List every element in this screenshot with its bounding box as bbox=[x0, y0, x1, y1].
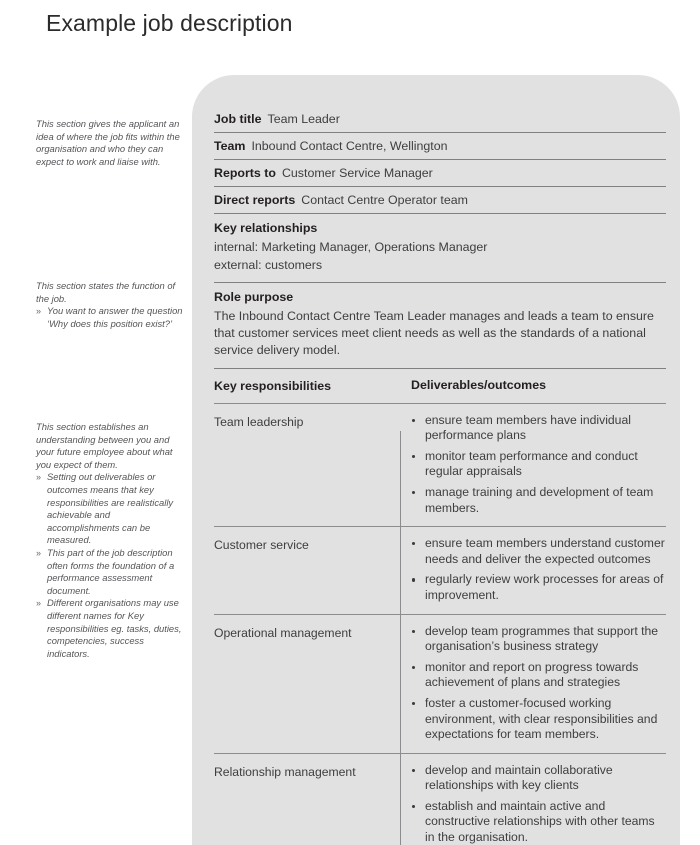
table-header-row bbox=[214, 369, 666, 403]
responsibilities-table bbox=[214, 369, 666, 845]
field-direct-reports bbox=[214, 187, 666, 213]
panel-content bbox=[214, 75, 666, 845]
margin-note-2 bbox=[36, 280, 184, 330]
page-title: Example job description bbox=[46, 10, 293, 36]
list-item-label: foster a customer-focused working environment, with clear responsibilities and expectations for team members. bbox=[425, 695, 658, 742]
guillemet-icon: » bbox=[36, 547, 42, 558]
list-item-label: You want to answer the question ‘Why does this position exist?’ bbox=[47, 305, 183, 329]
list-item-label: Different organisations may use different names for Key responsibilities eg. tasks, duties, competencies, success indicators. bbox=[47, 597, 182, 659]
field-reports-to-value: Customer Service Manager bbox=[281, 166, 433, 180]
table-row bbox=[214, 754, 666, 845]
guillemet-icon: » bbox=[36, 306, 42, 317]
margin-note-3 bbox=[36, 421, 184, 660]
field-team-value: Inbound Contact Centre, Wellington bbox=[251, 139, 448, 153]
list-item-label: establish and maintain active and constructive relationships with other teams in the organisation. bbox=[425, 798, 655, 845]
guillemet-icon: » bbox=[36, 472, 42, 483]
deliverables-list bbox=[411, 413, 666, 517]
list-item bbox=[411, 485, 666, 516]
field-job-title-label: Job title bbox=[214, 112, 262, 126]
field-team-label: Team bbox=[214, 139, 246, 153]
list-item bbox=[411, 413, 666, 444]
row-deliverables bbox=[400, 754, 666, 845]
bullet-icon bbox=[412, 805, 415, 808]
list-item-label: monitor team performance and conduct regular appraisals bbox=[425, 448, 638, 479]
field-job-title-value: Team Leader bbox=[267, 112, 340, 126]
list-item bbox=[411, 449, 666, 480]
row-deliverables bbox=[400, 404, 666, 527]
row-responsibility-label: Relationship management bbox=[214, 764, 356, 779]
table-row bbox=[214, 404, 666, 527]
bullet-icon bbox=[412, 769, 415, 772]
deliverables-list bbox=[411, 763, 666, 845]
row-responsibility-label: Operational management bbox=[214, 625, 352, 640]
margin-note-3-paragraph: This section establishes an understanding between you and your future employee about what you expect of them. bbox=[36, 421, 173, 470]
list-item-label: Setting out deliverables or outcomes means that key responsibilities are realistically achievable and accomplishments can be measured. bbox=[47, 471, 174, 546]
table-row bbox=[214, 615, 666, 753]
section-key-relationships bbox=[214, 214, 666, 282]
bullet-icon bbox=[412, 666, 415, 669]
field-reports-to bbox=[214, 160, 666, 186]
bullet-icon bbox=[412, 542, 415, 545]
field-team bbox=[214, 133, 666, 159]
margin-note-3-bullets bbox=[36, 471, 184, 660]
list-item bbox=[411, 624, 666, 655]
margin-note-1 bbox=[36, 118, 184, 168]
key-relationships-external: external: customers bbox=[214, 257, 323, 272]
margin-note-2-paragraph: This section states the function of the job. bbox=[36, 280, 176, 304]
margin-note-1-paragraph: This section gives the applicant an idea of where the job fits within the organisation and who they can expect to work and liaise with. bbox=[36, 118, 180, 167]
margin-note-2-bullets bbox=[36, 305, 184, 330]
list-item-label: develop and maintain collaborative relationships with key clients bbox=[425, 762, 613, 793]
guillemet-icon: » bbox=[36, 598, 42, 609]
section-role-purpose-title: Role purpose bbox=[214, 290, 294, 304]
bullet-icon bbox=[412, 491, 415, 494]
list-item bbox=[411, 799, 666, 845]
column-header-key-responsibilities: Key responsibilities bbox=[214, 378, 332, 393]
deliverables-list bbox=[411, 624, 666, 743]
deliverables-list bbox=[411, 536, 666, 603]
row-deliverables bbox=[400, 527, 666, 613]
row-responsibility-label: Team leadership bbox=[214, 414, 304, 429]
bullet-icon bbox=[412, 578, 415, 581]
table-row bbox=[214, 527, 666, 613]
list-item bbox=[36, 547, 184, 597]
list-item bbox=[411, 763, 666, 794]
job-description-panel bbox=[192, 75, 680, 845]
list-item bbox=[411, 696, 666, 743]
field-job-title bbox=[214, 106, 666, 132]
row-deliverables bbox=[400, 615, 666, 753]
field-reports-to-label: Reports to bbox=[214, 166, 276, 180]
column-header-deliverables: Deliverables/outcomes bbox=[411, 377, 546, 392]
list-item bbox=[36, 597, 184, 660]
key-relationships-internal: internal: Marketing Manager, Operations Manager bbox=[214, 240, 488, 254]
list-item bbox=[411, 572, 666, 603]
list-item bbox=[36, 305, 184, 330]
list-item-label: regularly review work processes for areas of improvement. bbox=[425, 572, 664, 602]
section-role-purpose-body: The Inbound Contact Centre Team Leader manages and leads a team to ensure that customer services meet client needs as well as the standards of a national service delivery model. bbox=[214, 309, 654, 358]
list-item-label: ensure team members have individual performance plans bbox=[425, 412, 631, 443]
list-item bbox=[411, 660, 666, 691]
section-key-relationships-title: Key relationships bbox=[214, 221, 318, 235]
list-item bbox=[411, 536, 666, 567]
list-item-label: manage training and development of team members. bbox=[425, 484, 654, 515]
row-responsibility-label: Customer service bbox=[214, 538, 309, 553]
bullet-icon bbox=[412, 630, 415, 633]
section-role-purpose bbox=[214, 283, 666, 368]
list-item-label: develop team programmes that support the organisation’s business strategy bbox=[425, 623, 659, 654]
list-item-label: This part of the job description often forms the foundation of a performance assessment document. bbox=[47, 546, 175, 596]
field-direct-reports-label: Direct reports bbox=[214, 193, 296, 207]
field-direct-reports-value: Contact Centre Operator team bbox=[301, 193, 468, 207]
bullet-icon bbox=[412, 455, 415, 458]
table-column-divider bbox=[400, 431, 401, 845]
list-item-label: ensure team members understand customer needs and deliver the expected outcomes bbox=[425, 536, 665, 566]
list-item-label: monitor and report on progress towards achievement of plans and strategies bbox=[425, 659, 639, 690]
list-item bbox=[36, 471, 184, 547]
bullet-icon bbox=[412, 702, 415, 705]
bullet-icon bbox=[412, 419, 415, 422]
